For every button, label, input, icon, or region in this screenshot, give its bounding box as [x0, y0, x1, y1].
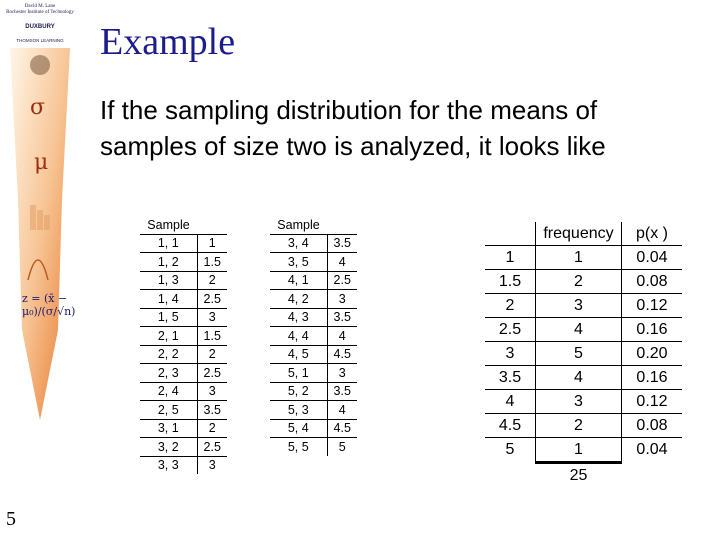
- probability-value: 0.04: [622, 438, 683, 463]
- sample-mean: 3.5: [327, 382, 357, 401]
- freq-header-x: [485, 222, 536, 246]
- sample-mean: 2: [197, 345, 227, 364]
- sample-mean: 4: [327, 327, 357, 346]
- sample-mean: 1: [197, 234, 227, 253]
- sample-pair: 5, 4: [270, 419, 327, 438]
- table-row: [140, 456, 227, 474]
- table-row: [140, 271, 227, 290]
- frequency-value: 4: [536, 366, 622, 390]
- frequency-value: 3: [536, 294, 622, 318]
- table-row: [270, 234, 357, 253]
- mean-value: 1.5: [485, 270, 536, 294]
- sample-mean: 2.5: [197, 290, 227, 309]
- mu-symbol: μ: [34, 150, 49, 175]
- mean-value: 4: [485, 390, 536, 414]
- sample-pair: 5, 5: [270, 438, 327, 456]
- freq-header-px: p(x ): [622, 222, 683, 246]
- mean-value: 5: [485, 438, 536, 463]
- banner-publisher: DUXBURY: [25, 24, 55, 30]
- table-row: [270, 271, 357, 290]
- tie-banner: [0, 0, 80, 480]
- table-row: [140, 419, 227, 438]
- mean-value: 3: [485, 342, 536, 366]
- banner-institution: Rochester Institute of Technology: [6, 10, 74, 15]
- sample-mean: 4.5: [327, 345, 357, 364]
- frequency-value: 2: [536, 270, 622, 294]
- banner-author: David M. Lane: [24, 4, 56, 9]
- sample-mean: 3: [327, 364, 357, 383]
- table-row: [140, 401, 227, 420]
- sample-pair: 3, 3: [140, 456, 197, 474]
- sample-mean: 4: [327, 401, 357, 420]
- mean-value: 2: [485, 294, 536, 318]
- sample-mean: 2.5: [197, 438, 227, 457]
- frequency-value: 1: [536, 438, 622, 463]
- table-row: [140, 327, 227, 346]
- sample-mean: 2: [197, 271, 227, 290]
- table-row: [140, 364, 227, 383]
- table-row: [485, 270, 682, 294]
- table-row: [140, 438, 227, 457]
- mean-value: 1: [485, 246, 536, 270]
- sample-mean: 4.5: [327, 419, 357, 438]
- probability-value: 0.12: [622, 390, 683, 414]
- table-row: [485, 414, 682, 438]
- sample-mean: 2.5: [197, 364, 227, 383]
- table-row: [140, 345, 227, 364]
- sample-pair: 1, 5: [140, 308, 197, 327]
- sample-pair: 2, 3: [140, 364, 197, 383]
- table-row: [270, 290, 357, 309]
- sample-mean: 3: [197, 382, 227, 401]
- sigma-symbol: σ: [30, 95, 46, 120]
- table-row: [485, 246, 682, 270]
- sample-header: Sample: [140, 216, 197, 234]
- table-row: [140, 382, 227, 401]
- tie-graphic: [0, 0, 80, 480]
- frequency-table: [485, 222, 682, 487]
- table-row: [270, 345, 357, 364]
- sample-pair: 2, 2: [140, 345, 197, 364]
- frequency-value: 1: [536, 246, 622, 270]
- table-row: [270, 401, 357, 420]
- table-row: [485, 390, 682, 414]
- sample-table-middle: [270, 216, 357, 456]
- sample-mean: 3.5: [327, 308, 357, 327]
- sample-pair: 2, 1: [140, 327, 197, 346]
- sample-pair: 5, 3: [270, 401, 327, 420]
- probability-value: 0.08: [622, 270, 683, 294]
- table-row: [140, 290, 227, 309]
- slide-body-text: If the sampling distribution for the means of samples of size two is analyzed, it looks like: [100, 95, 606, 161]
- probability-value: 0.20: [622, 342, 683, 366]
- table-row: [485, 342, 682, 366]
- mean-value: 2.5: [485, 318, 536, 342]
- table-row: [485, 318, 682, 342]
- sample-pair: 2, 5: [140, 401, 197, 420]
- table-row: [270, 308, 357, 327]
- sample-pair: 1, 1: [140, 234, 197, 253]
- sample-pair: 1, 3: [140, 271, 197, 290]
- frequency-value: 2: [536, 414, 622, 438]
- frequency-total: 25: [536, 463, 622, 488]
- sample-mean: 3: [197, 456, 227, 474]
- table-row: [270, 419, 357, 438]
- sample-mean: 5: [327, 438, 357, 456]
- sample-mean: 3: [197, 308, 227, 327]
- table-row: [140, 253, 227, 272]
- sample-pair: 4, 4: [270, 327, 327, 346]
- sample-pair: 4, 1: [270, 271, 327, 290]
- probability-value: 0.04: [622, 246, 683, 270]
- sample-header: Sample: [270, 216, 327, 234]
- sample-mean: 3: [327, 290, 357, 309]
- sample-pair: 5, 2: [270, 382, 327, 401]
- sample-pair: 3, 2: [140, 438, 197, 457]
- table-row: [485, 294, 682, 318]
- sample-pair: 2, 4: [140, 382, 197, 401]
- sample-pair: 3, 5: [270, 253, 327, 272]
- probability-value: 0.16: [622, 318, 683, 342]
- freq-header-frequency: frequency: [536, 222, 622, 246]
- sample-pair: 4, 3: [270, 308, 327, 327]
- sample-mean: 1.5: [197, 327, 227, 346]
- slide-title: Example: [100, 21, 236, 63]
- table-row: [140, 308, 227, 327]
- z-formula: z = (x̄ − μ₀)/(σ/√n): [22, 292, 76, 318]
- sample-pair: 1, 4: [140, 290, 197, 309]
- sample-pair: 1, 2: [140, 253, 197, 272]
- total-row: [485, 463, 682, 488]
- table-row: [485, 438, 682, 463]
- mean-value: 4.5: [485, 414, 536, 438]
- sample-mean: 2.5: [327, 271, 357, 290]
- table-row: [270, 438, 357, 456]
- table-row: [270, 327, 357, 346]
- sample-mean: 4: [327, 253, 357, 272]
- page-number: 5: [6, 508, 16, 530]
- table-row: [140, 234, 227, 253]
- probability-value: 0.16: [622, 366, 683, 390]
- table-row: [270, 253, 357, 272]
- sample-mean: 2: [197, 419, 227, 438]
- sample-pair: 3, 4: [270, 234, 327, 253]
- sample-pair: 4, 5: [270, 345, 327, 364]
- banner-publisher-sub: THOMSON LEARNING: [16, 38, 64, 43]
- frequency-value: 4: [536, 318, 622, 342]
- mean-value: 3.5: [485, 366, 536, 390]
- sample-mean: 3.5: [197, 401, 227, 420]
- table-row: [270, 382, 357, 401]
- sample-mean: 1.5: [197, 253, 227, 272]
- sample-pair: 3, 1: [140, 419, 197, 438]
- sample-pair: 4, 2: [270, 290, 327, 309]
- sample-pair: 5, 1: [270, 364, 327, 383]
- probability-value: 0.12: [622, 294, 683, 318]
- frequency-value: 5: [536, 342, 622, 366]
- frequency-value: 3: [536, 390, 622, 414]
- table-row: [485, 366, 682, 390]
- table-row: [270, 364, 357, 383]
- sample-table-left: [140, 216, 227, 474]
- sample-mean: 3.5: [327, 234, 357, 253]
- probability-value: 0.08: [622, 414, 683, 438]
